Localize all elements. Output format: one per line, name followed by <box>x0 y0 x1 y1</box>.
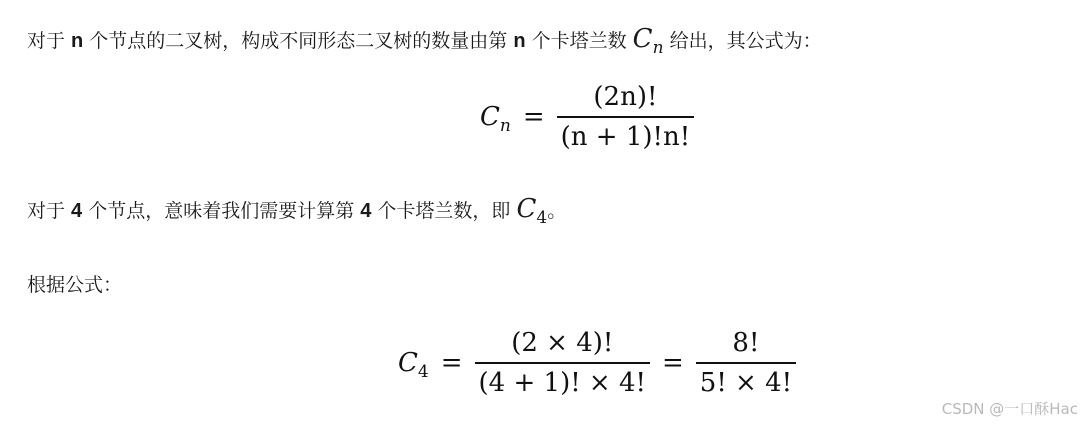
fraction <box>557 82 695 152</box>
math-subscript: n <box>652 38 664 58</box>
math-subscript: 4 <box>417 361 429 382</box>
fraction <box>696 328 796 398</box>
bold-variable: n <box>513 30 526 52</box>
formula-lhs <box>480 101 511 136</box>
text-segment: 个节点的二叉树，构成不同形态二叉树的数量由第 <box>83 30 514 52</box>
fraction-denominator: 5! × 4! <box>699 367 793 398</box>
bold-number: 4 <box>71 200 83 222</box>
text-segment: 对于 <box>27 30 72 52</box>
math-symbol: C <box>480 101 500 132</box>
paragraph-according-to-formula: 根据公式： <box>27 274 123 296</box>
text-segment: 。 <box>547 200 567 222</box>
text-segment: 给出，其公式为： <box>663 30 822 52</box>
text-segment: 个卡塔兰数，即 <box>371 200 517 222</box>
catalan-formula <box>480 82 694 152</box>
math-symbol: C <box>632 24 653 54</box>
text-segment: 对于 <box>27 200 72 222</box>
fraction-numerator: (2n)! <box>593 82 658 112</box>
bold-number: 4 <box>360 200 372 222</box>
equals-sign: = <box>661 347 684 378</box>
bold-variable: n <box>71 30 84 52</box>
math-symbol: C <box>516 194 537 224</box>
watermark: CSDN @一口酥Hac <box>941 400 1078 418</box>
fraction-denominator: (n + 1)!n! <box>560 121 691 152</box>
equals-sign: = <box>440 347 463 378</box>
formula-lhs <box>398 347 429 382</box>
fraction <box>475 328 650 398</box>
text-segment: 个节点，意味着我们需要计算第 <box>82 200 361 222</box>
math-symbol: C <box>398 347 418 378</box>
fraction-denominator: (4 + 1)! × 4! <box>478 367 646 398</box>
math-subscript: 4 <box>536 208 548 228</box>
math-subscript: n <box>499 115 511 136</box>
equals-sign: = <box>522 101 545 132</box>
fraction-numerator: (2 × 4)! <box>511 328 614 358</box>
catalan-c4-formula <box>398 328 796 398</box>
paragraph-four-nodes <box>27 194 567 228</box>
fraction-numerator: 8! <box>732 328 760 358</box>
paragraph-catalan-intro <box>27 24 822 58</box>
text-segment: 个卡塔兰数 <box>525 30 633 52</box>
